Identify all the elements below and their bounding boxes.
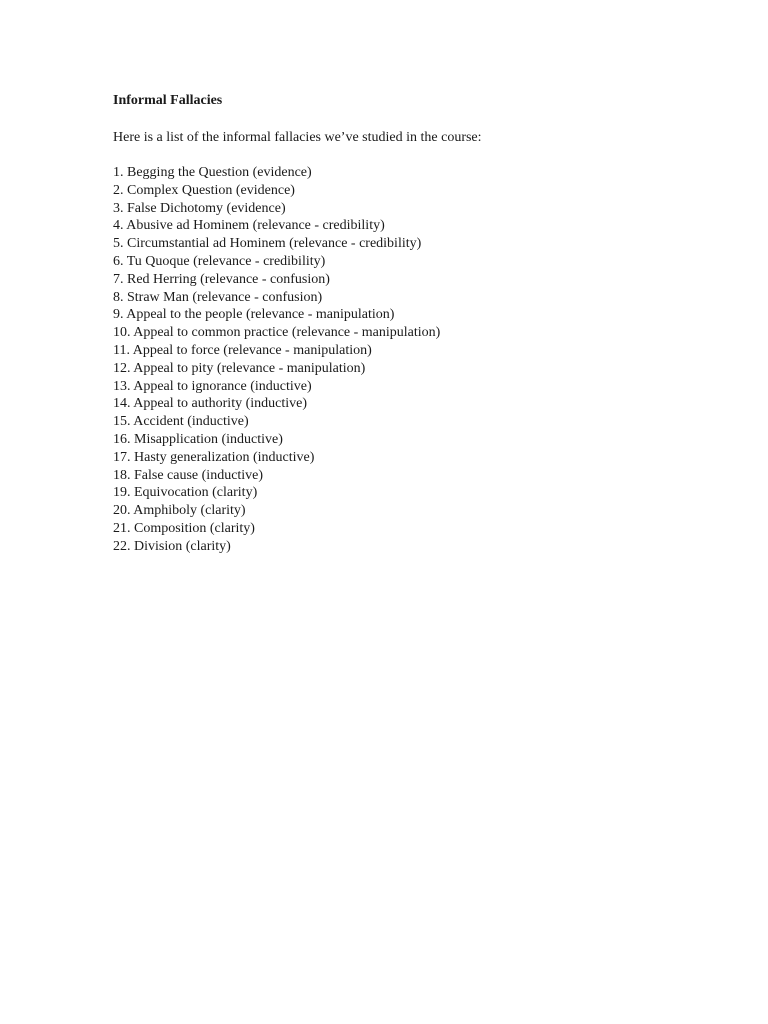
list-item: 8. Straw Man (relevance - confusion) [113, 289, 323, 305]
list-item: 19. Equivocation (clarity) [113, 485, 258, 501]
list-item: 6. Tu Quoque (relevance - credibility) [113, 253, 326, 269]
document-title: Informal Fallacies [113, 93, 223, 108]
list-item: 12. Appeal to pity (relevance - manipulation) [113, 360, 366, 376]
list-item: 11. Appeal to force (relevance - manipulation) [113, 342, 372, 358]
document-body [113, 92, 713, 556]
list-item: 16. Misapplication (inductive) [113, 431, 283, 447]
list-item: 1. Begging the Question (evidence) [113, 165, 312, 180]
intro-paragraph: Here is a list of the informal fallacies we’ve studied in the course: [113, 130, 482, 145]
list-item: 9. Appeal to the people (relevance - manipulation) [113, 307, 395, 323]
list-item: 17. Hasty generalization (inductive) [113, 449, 315, 465]
list-item: 3. False Dichotomy (evidence) [113, 200, 286, 216]
list-item: 5. Circumstantial ad Hominem (relevance - credibility) [113, 236, 422, 252]
list-item: 7. Red Herring (relevance - confusion) [113, 271, 330, 287]
list-item: 4. Abusive ad Hominem (relevance - credibility) [113, 218, 385, 234]
list-item: 10. Appeal to common practice (relevance - manipulation) [113, 325, 441, 341]
list-item: 14. Appeal to authority (inductive) [113, 396, 308, 412]
list-item: 18. False cause (inductive) [113, 467, 264, 483]
list-item: 13. Appeal to ignorance (inductive) [113, 378, 312, 394]
list-item: 20. Amphiboly (clarity) [113, 503, 246, 519]
list-item: 2. Complex Question (evidence) [113, 182, 295, 198]
list-item: 21. Composition (clarity) [113, 520, 255, 536]
fallacy-list [113, 164, 713, 556]
list-item: 15. Accident (inductive) [113, 414, 249, 430]
list-item: 22. Division (clarity) [113, 538, 231, 554]
